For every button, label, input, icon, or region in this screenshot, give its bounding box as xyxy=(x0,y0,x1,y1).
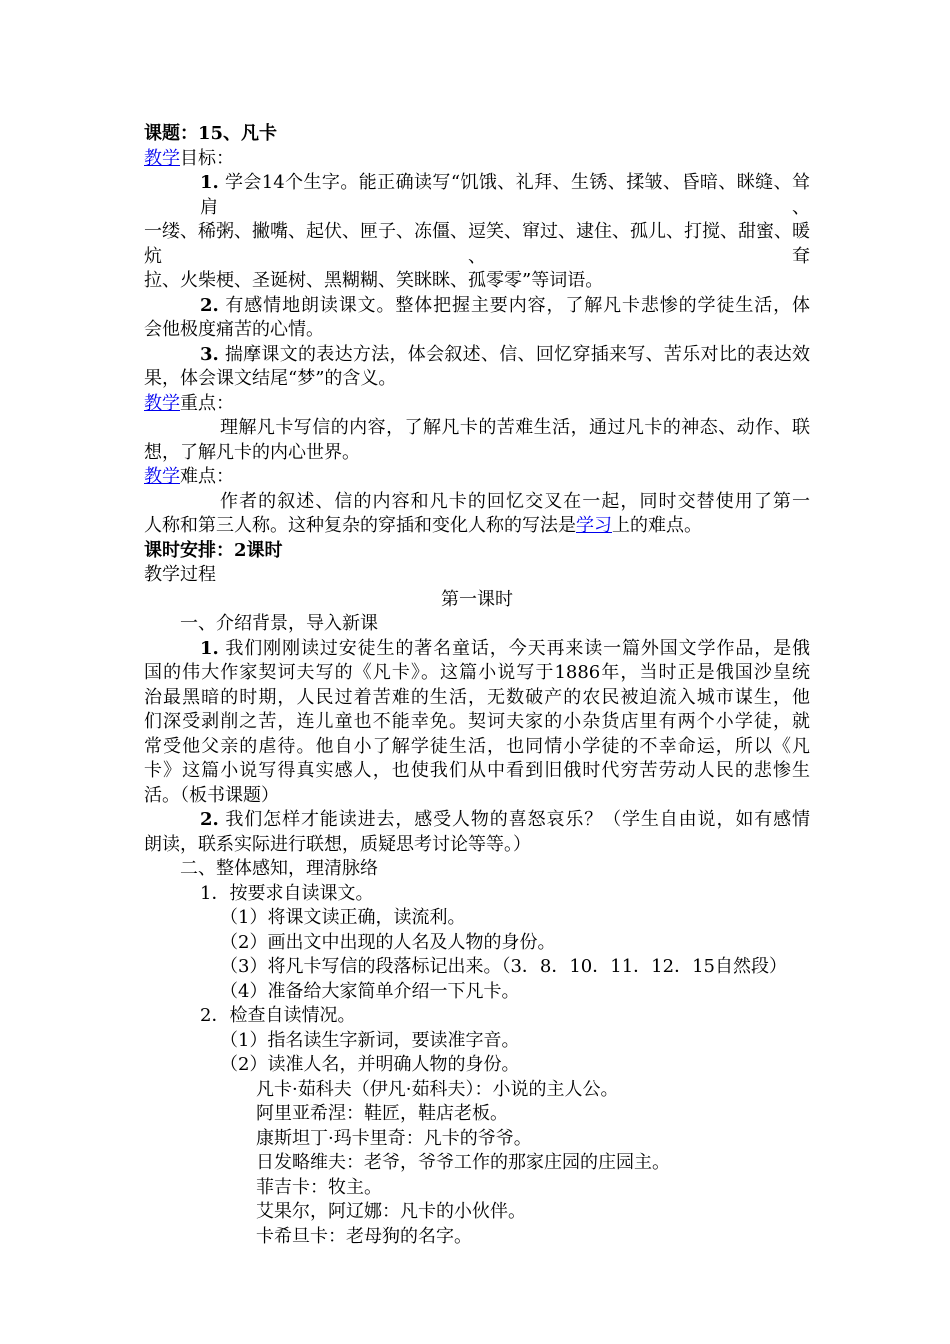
section-1-p2-line-2: 朗读，联系实际进行联想，质疑思考讨论等等。） xyxy=(144,833,531,855)
section-1-p1-line-5: 常受他父亲的虐待。他自小了解学徒生活，也同情小学徒的不幸命运，所以《凡 xyxy=(144,735,810,757)
goals-heading xyxy=(144,147,810,172)
schedule-label: 课时安排： xyxy=(144,539,234,561)
schedule xyxy=(144,539,810,564)
goal-1-text: 学会14个生字。能正确读写“饥饿、礼拜、生锈、揉皱、昏暗、眯缝、耸肩、 xyxy=(200,172,810,218)
process-heading: 教学过程 xyxy=(144,564,216,585)
character-item: 阿里亚希涅：鞋匠，鞋店老板。 xyxy=(256,1103,508,1124)
goal-2-line-1 xyxy=(144,294,810,319)
difficulties-text: 人称和第三人称。这种复杂的穿插和变化人称的写法是 xyxy=(144,515,576,536)
key-points-heading xyxy=(144,392,810,417)
step-1-sub-2: （2）画出文中出现的人名及人物的身份。 xyxy=(220,931,556,953)
character-item: 康斯坦丁·玛卡里奇：凡卡的爷爷。 xyxy=(256,1127,532,1149)
schedule-value: 2课时 xyxy=(234,539,283,561)
goal-1-line-3: 拉、火柴梗、圣诞树、黑糊糊、笑眯眯、孤零零”等词语。 xyxy=(144,270,604,291)
lesson-title xyxy=(144,122,810,147)
goal-3-line-2: 果，体会课文结尾“梦”的含义。 xyxy=(144,368,397,389)
step-2: 2．检查自读情况。 xyxy=(200,1005,356,1026)
section-1-p1-line-4: 们深受剥削之苦，连儿童也不能幸免。契诃夫家的小杂货店里有两个小学徒，就 xyxy=(144,711,810,732)
teaching-link[interactable]: 教学 xyxy=(144,392,180,414)
step-2-sub-1: （1）指名读生字新词，要读准字音。 xyxy=(220,1029,520,1051)
lesson-title-label: 课题： xyxy=(144,123,198,144)
section-1-p1-line-1 xyxy=(144,637,810,662)
difficulties-heading-text: 难点： xyxy=(180,466,234,487)
key-points-line-2: 想，了解凡卡的内心世界。 xyxy=(144,441,360,463)
step-1: 1．按要求自读课文。 xyxy=(200,882,374,904)
lesson-1-heading: 第一课时 xyxy=(441,588,513,610)
section-1-p1-line-6: 卡》这篇小说写得真实感人，也使我们从中看到旧俄时代穷苦劳动人民的悲惨生 xyxy=(144,760,810,781)
goal-1-line-2: 一缕、稀粥、撇嘴、起伏、匣子、冻僵、逗笑、窜过、逮住、孤儿、打搅、甜蜜、暖炕、耷 xyxy=(144,221,810,267)
goal-3-line-1 xyxy=(144,343,810,368)
section-1-p1-line-7: 活。（板书课题） xyxy=(144,784,279,806)
document-page xyxy=(144,122,810,1249)
p1-text: 我们刚刚读过安徒生的著名童话，今天再来读一篇外国文学作品，是俄 xyxy=(225,637,810,659)
section-1-p2-line-1 xyxy=(144,808,810,833)
goals-heading-text: 目标： xyxy=(180,147,234,169)
section-1-heading: 一、介绍背景，导入新课 xyxy=(180,613,378,634)
p1-number: 1. xyxy=(200,637,219,659)
goal-3-number: 3. xyxy=(200,343,219,365)
lesson-title-value: 15、凡卡 xyxy=(198,123,278,144)
goal-2-text: 有感情地朗读课文。整体把握主要内容，了解凡卡悲惨的学徒生活，体 xyxy=(225,294,810,316)
key-points-heading-text: 重点： xyxy=(180,392,234,414)
section-2-heading: 二、整体感知，理清脉络 xyxy=(180,858,378,879)
goal-1-number: 1. xyxy=(200,172,219,193)
character-item: 凡卡·茹科夫（伊凡·茹科夫）：小说的主人公。 xyxy=(256,1078,619,1100)
character-item: 日发略维夫：老爷，爷爷工作的那家庄园的庄园主。 xyxy=(256,1152,670,1173)
goal-2-line-2: 会他极度痛苦的心情。 xyxy=(144,319,324,340)
p2-text: 我们怎样才能读进去，感受人物的喜怒哀乐？（学生自由说，如有感情 xyxy=(225,809,810,830)
p2-number: 2. xyxy=(200,809,219,830)
section-1-p1-line-3: 治最黑暗的时期，人民过着苦难的生活，无数破产的农民被迫流入城市谋生，他 xyxy=(144,686,810,708)
teaching-link[interactable]: 教学 xyxy=(144,466,180,487)
character-item: 菲吉卡：牧主。 xyxy=(256,1176,382,1198)
study-link[interactable]: 学习 xyxy=(576,515,612,536)
difficulties-line-1: 作者的叙述、信的内容和凡卡的回忆交叉在一起，同时交替使用了第一 xyxy=(220,490,810,512)
character-item: 卡希旦卡：老母狗的名字。 xyxy=(256,1225,472,1247)
character-item: 艾果尔，阿辽娜：凡卡的小伙伴。 xyxy=(256,1201,526,1222)
difficulties-text-end: 上的难点。 xyxy=(612,515,702,536)
section-1-p1-line-2: 国的伟大作家契诃夫写的《凡卡》。这篇小说写于1886年，当时正是俄国沙皇统 xyxy=(144,662,810,683)
step-1-sub-4: （4）准备给大家简单介绍一下凡卡。 xyxy=(220,980,520,1002)
key-points-line-1: 理解凡卡写信的内容，了解凡卡的苦难生活，通过凡卡的神态、动作、联 xyxy=(220,417,810,438)
step-1-sub-3: （3）将凡卡写信的段落标记出来。（3．8．10．11．12．15自然段） xyxy=(220,956,787,977)
step-2-sub-2: （2）读准人名，并明确人物的身份。 xyxy=(220,1054,520,1075)
goal-1-line-1 xyxy=(144,171,810,220)
difficulties-line-2 xyxy=(144,514,810,539)
step-1-sub-1: （1）将课文读正确，读流利。 xyxy=(220,907,466,928)
teaching-link[interactable]: 教学 xyxy=(144,147,180,169)
goal-2-number: 2. xyxy=(200,294,219,316)
goal-3-text: 揣摩课文的表达方法，体会叙述、信、回忆穿插来写、苦乐对比的表达效 xyxy=(224,343,810,365)
difficulties-heading xyxy=(144,465,810,490)
